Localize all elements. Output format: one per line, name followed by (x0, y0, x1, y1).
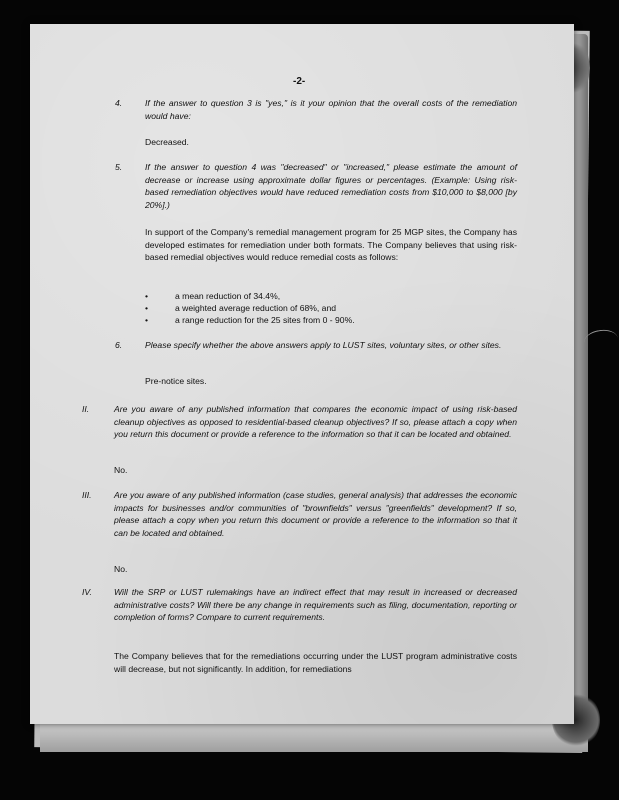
q6-question: Please specify whether the above answers apply to LUST sites, voluntary sites, or other sites. (145, 340, 502, 350)
paper-fiber (583, 328, 619, 354)
q5-number: 5. (115, 162, 123, 172)
section-ii-answer: No. (114, 465, 128, 475)
q6-answer: Pre-notice sites. (145, 376, 207, 386)
q4-question: If the answer to question 3 is "yes," is it your opinion that the overall costs of the remediation would have: (145, 98, 517, 121)
section-iv-answer: The Company believes that for the remediations occurring under the LUST program administrative costs will decrease, but not significantly. In addition, for remediations (114, 651, 517, 674)
section-iii-answer: No. (114, 564, 128, 574)
section-iii-question: Are you aware of any published information (case studies, general analysis) that addresses the economic impacts for businesses and/or communities of "brownfields" versus "greenfields" development? If so, please attach a copy when you return this document or provide a reference to the information so that it can be located and obtained. (114, 490, 517, 538)
document-page (30, 24, 574, 724)
section-iv-question: Will the SRP or LUST rulemakings have an indirect effect that may result in increased or decreased administrative costs? Will there be any change in requirements such as filing, documentation, reporting or completion of forms? Compare to current requirements. (114, 587, 517, 623)
q5-question: If the answer to question 4 was "decreased" or "increased," please estimate the amount of decrease or increase using approximate dollar figures or percentages. (Example: Using risk-based remediation objectives would have reduced remediation costs from $10,000 to $8,000 [by 20%].) (145, 162, 517, 210)
section-ii-number: II. (82, 404, 90, 414)
q4-number: 4. (115, 98, 123, 108)
section-iv-number: IV. (82, 587, 92, 597)
q4-answer: Decreased. (145, 137, 189, 147)
section-ii-question: Are you aware of any published information that compares the economic impact of using risk-based cleanup objectives as opposed to residential-based cleanup objectives? If so, please attach a copy when you return this document or provide a reference to the information so that it can be located and obtained. (114, 404, 517, 440)
q5-answer: In support of the Company's remedial management program for 25 MGP sites, the Company has developed estimates for remediation under both formats. The Company believes that using risk-based remedial objectives would reduce remedial costs as follows: (145, 227, 517, 263)
section-iii-number: III. (82, 490, 92, 500)
page-number: -2- (293, 76, 306, 87)
bottom-page-edge (40, 722, 588, 752)
q5-bullet-list: • a mean reduction of 34.4%, • a weighted average reduction of 68%, and • a range reduction for the 25 sites from 0 - 90%. (145, 291, 355, 325)
q6-number: 6. (115, 340, 123, 350)
